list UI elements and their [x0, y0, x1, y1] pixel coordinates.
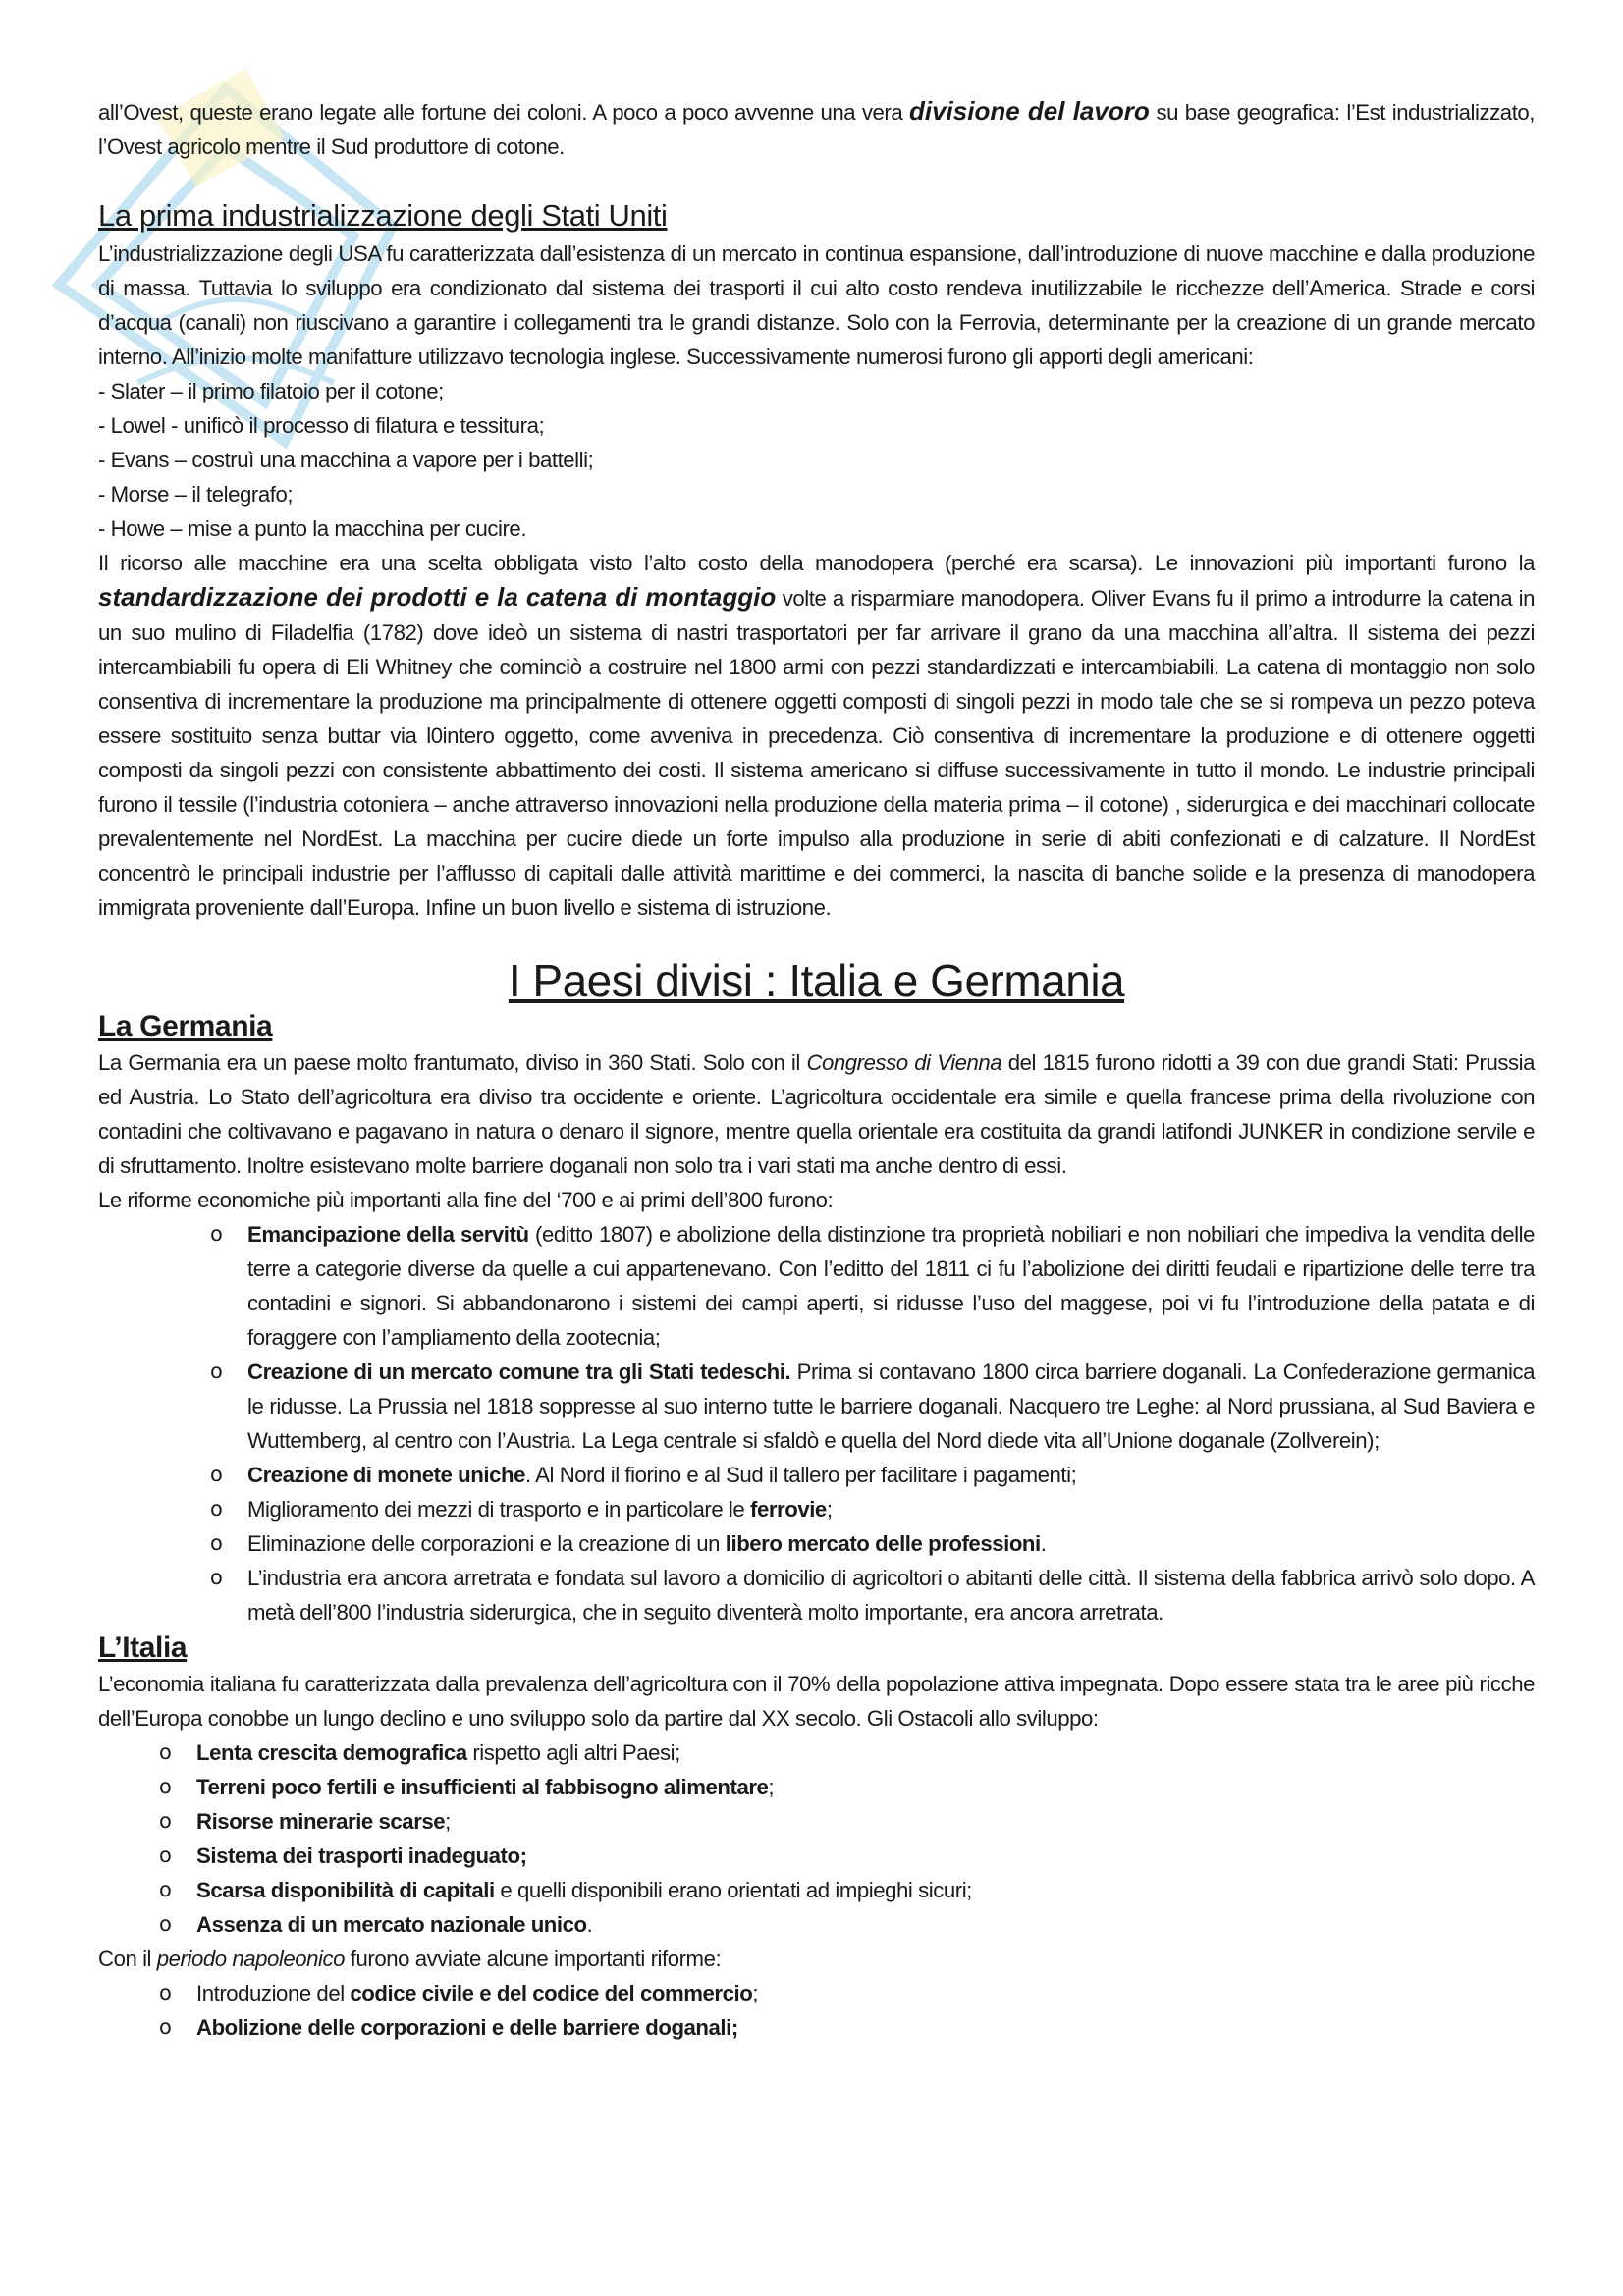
bullet-icon: o — [210, 1463, 223, 1486]
list-item: - Slater – il primo filatoio per il cotone; — [98, 379, 444, 403]
list-item: o Risorse minerarie scarse; — [196, 1804, 1535, 1839]
list-item: o Scarsa disponibilità di capitali e quelli disponibili erano orientati ad impieghi sicuri; — [196, 1873, 1535, 1907]
germany-heading: La Germania — [98, 1010, 273, 1042]
bullet-icon: o — [159, 1740, 172, 1764]
list-item: o L’industria era ancora arretrata e fondata sul lavoro a domicilio di agricoltori o abitanti delle città. Il sistema della fabbrica arrivò solo dopo. A metà dell’800 l’industria siderurgica, che in seguito diventerà molto importante, era ancora arretrata. — [247, 1561, 1535, 1629]
germany-reforms-list — [98, 1217, 1535, 1629]
intro-paragraph: all’Ovest, queste erano legate alle fortune dei coloni. A poco a poco avvenne una vera divisione del lavoro su base geografica: l’Est industrializzato, l’Ovest agricolo mentre il Sud produttore di cotone. — [98, 96, 1536, 159]
list-item: o Eliminazione delle corporazioni e la creazione di un libero mercato delle professioni. — [247, 1526, 1535, 1561]
list-item: - Evans – costruì una macchina a vapore per i battelli; — [98, 448, 594, 472]
bullet-icon: o — [159, 1775, 172, 1798]
list-item: o Lenta crescita demografica rispetto agli altri Paesi; — [196, 1735, 1535, 1770]
list-item: o Assenza di un mercato nazionale unico. — [196, 1907, 1535, 1942]
list-item: - Howe – mise a punto la macchina per cucire. — [98, 516, 527, 541]
list-item: o Terreni poco fertili e insufficienti al fabbisogno alimentare; — [196, 1770, 1535, 1804]
list-item: o Sistema dei trasporti inadeguato; — [196, 1839, 1535, 1873]
usa-paragraph-2: Il ricorso alle macchine era una scelta obbligata visto l’alto costo della manodopera (perché era scarsa). Le innovazioni più importanti furono la standardizzazione dei prodotti e la catena di montaggio volte a risparmiare manodopera. Oliver Evans fu il primo a introdurre la catena in un suo mulino di Filadelfia (1782) dove ideò un sistema di nastri trasportatori per far arrivare il grano da una macchina all’altra. Il sistema dei pezzi intercambiabili fu opera di Eli Whitney che cominciò a costruire nel 1800 armi con pezzi standardizzati e intercambiabili. La catena di montaggio non solo consentiva di incrementare la produzione ma principalmente di ottenere oggetti composti di singoli pezzi in modo tale che se si rompeva un pezzo poteva essere sostituito senza buttar via l0intero oggetto, come avveniva in precedenza. Ciò consentiva di incrementare la produzione e di ottenere oggetti composti da singoli pezzi con consistente abbattimento dei costi. Il sistema americano si diffuse successivamente in tutto il mondo. Le industrie principali furono il tessile (l’industria cotoniera – anche attraverso innovazioni nella produzione della materia prima – il cotone) , siderurgica e dei macchinari collocate prevalentemente nel NordEst. La macchina per cucire diede un forte impulso alla produzione in serie di abiti confezionati e di calzature. Il NordEst concentrò le principali industrie per l’afflusso di capitali dalle attività marittime e dei commerci, la nascita di banche solide e la presenza di manodopera immigrata proveniente dall’Europa. Infine un buon livello e sistema di istruzione. — [98, 551, 1535, 920]
bullet-icon: o — [159, 1912, 172, 1936]
list-item: - Lowel - unificò il processo di filatura e tessitura; — [98, 413, 545, 438]
list-item: - Morse – il telegrafo; — [98, 482, 294, 507]
section-title: I Paesi divisi : Italia e Germania — [508, 955, 1125, 1006]
bullet-icon: o — [159, 1981, 172, 2004]
list-item: o Abolizione delle corporazioni e delle barriere doganali; — [196, 2010, 1535, 2045]
usa-inventors-list — [98, 374, 1535, 546]
bullet-icon: o — [210, 1497, 223, 1521]
list-item: o Creazione di monete uniche. Al Nord il fiorino e al Sud il tallero per facilitare i pagamenti; — [247, 1458, 1535, 1492]
bullet-icon: o — [210, 1531, 223, 1555]
italy-paragraph-1: L’economia italiana fu caratterizzata dalla prevalenza dell’agricoltura con il 70% della popolazione attiva impegnata. Dopo essere stata tra le aree più ricche dell’Europa conobbe un lungo declino e uno sviluppo solo da partire dal XX secolo. Gli Ostacoli allo sviluppo: — [98, 1672, 1535, 1731]
bullet-icon: o — [210, 1360, 223, 1383]
germany-paragraph-2: Le riforme economiche più importanti alla fine del ‘700 e ai primi dell’800 furono: — [98, 1188, 834, 1212]
list-item: o Emancipazione della servitù (editto 1807) e abolizione della distinzione tra proprietà nobiliari e non nobiliari che impediva la vendita delle terre a categorie diverse da quelle a cui appartenevano. Con l’editto del 1811 ci fu l’abolizione dei diritti feudali e ripartizione delle terre tra contadini e signori. Si abbandonarono i sistemi dei campi aperti, si ridusse l’uso del maggese, poi vi fu l’introduzione della patata e di foraggere con l’ampliamento della zootecnia; — [247, 1217, 1535, 1355]
italy-heading: L’Italia — [98, 1631, 188, 1664]
bullet-icon: o — [210, 1566, 223, 1589]
italy-paragraph-2: Con il periodo napoleonico furono avviate alcune importanti riforme: — [98, 1947, 722, 1971]
italy-obstacles-list — [98, 1735, 1535, 1942]
usa-paragraph-1: L’industrializzazione degli USA fu caratterizzata dall’esistenza di un mercato in continua espansione, dall’introduzione di nuove macchine e dalla produzione di massa. Tuttavia lo sviluppo era condizionato dal sistema dei trasporti il cui alto costo rendeva inutilizzabile le ricchezze dell’America. Strade e corsi d’acqua (canali) non riuscivano a garantire i collegamenti tra le grandi distanze. Solo con la Ferrovia, determinante per la creazione di un grande mercato interno. All’inizio molte manifatture utilizzavo tecnologia inglese. Successivamente numerosi furono gli apporti degli americani: — [98, 241, 1535, 369]
italy-reforms-list — [98, 1976, 1535, 2045]
list-item: o Creazione di un mercato comune tra gli Stati tedeschi. Prima si contavano 1800 circa barriere doganali. La Confederazione germanica le ridusse. La Prussia nel 1818 soppresse al suo interno tutte le barriere doganali. Nacquero tre Leghe: al Nord prussiana, al Sud Baviera e Wuttemberg, al centro con l’Austria. La Lega centrale si sfaldò e quella del Nord diede vita all’Unione doganale (Zollverein); — [247, 1355, 1535, 1458]
bullet-icon: o — [210, 1222, 223, 1246]
usa-heading: La prima industrializzazione degli Stati Uniti — [98, 198, 668, 233]
bullet-icon: o — [159, 2015, 172, 2039]
bullet-icon: o — [159, 1878, 172, 1901]
bullet-icon: o — [159, 1843, 172, 1867]
list-item: o Miglioramento dei mezzi di trasporto e in particolare le ferrovie; — [247, 1492, 1535, 1526]
document-page — [98, 94, 1535, 2045]
list-item: o Introduzione del codice civile e del codice del commercio; — [196, 1976, 1535, 2010]
bullet-icon: o — [159, 1809, 172, 1833]
germany-paragraph-1: La Germania era un paese molto frantumato, diviso in 360 Stati. Solo con il Congresso di Vienna del 1815 furono ridotti a 39 con due grandi Stati: Prussia ed Austria. Lo Stato dell’agricoltura era diviso tra occidente e oriente. L’agricoltura occidentale era simile e quella francese prima della rivoluzione con contadini che coltivavano e pagavano in natura o denaro il signore, mentre quella orientale era costituita da grandi latifondi JUNKER in condizione servile e di sfruttamento. Inoltre esistevano molte barriere doganali non solo tra i vari stati ma anche dentro di essi. — [98, 1050, 1535, 1178]
